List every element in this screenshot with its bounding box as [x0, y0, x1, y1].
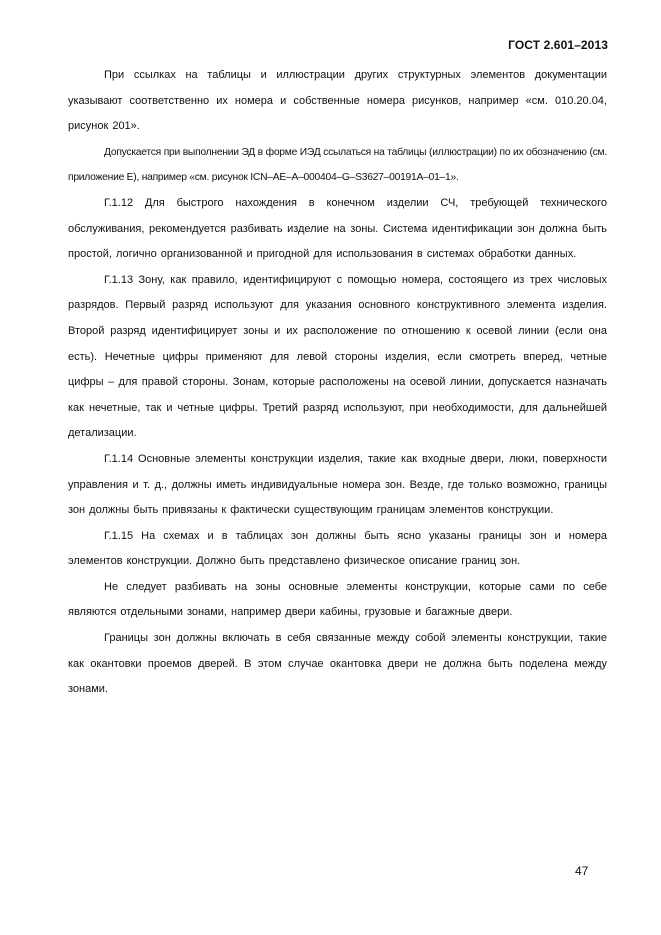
document-code: ГОСТ 2.601–2013: [508, 38, 608, 52]
paragraph-zone-boundaries: Границы зон должны включать в себя связанные между собой элементы конструкции, такие как окантовки проемов дверей. В этом случае окантовка двери не должна быть поделена между зонами.: [68, 632, 607, 696]
paragraph-zone-exclusions: Не следует разбивать на зоны основные элементы конструкции, которые сами по себе являются отдельными зонами, например двери кабины, грузовые и багажные двери.: [68, 580, 607, 619]
paragraph-g-1-12: Г.1.12 Для быстрого нахождения в конечном изделии СЧ, требующей технического обслуживания, рекомендуется разбивать изделие на зоны. Система идентификации зон должна быть простой, логично организованной и пригодной для использования в системах обработки данных.: [68, 196, 607, 261]
page-number: 47: [575, 864, 589, 878]
paragraph-ied-references: Допускается при выполнении ЭД в форме ИЭД ссылаться на таблицы (иллюстрации) по их обозначению (см. приложение Е), например «см. рисунок ICN–AE–A–000404–G–S3627–00191A–01–1».: [68, 146, 607, 184]
document-body: [68, 63, 607, 703]
paragraph-g-1-15: Г.1.15 На схемах и в таблицах зон должны быть ясно указаны границы зон и номера элементов конструкции. Должно быть представлено физическое описание границ зон.: [68, 529, 607, 568]
paragraph-g-1-14: Г.1.14 Основные элементы конструкции изделия, такие как входные двери, люки, поверхности управления и т. д., должны иметь индивидуальные номера зон. Везде, где только возможно, границы зон должны быть привязаны к фактически существующим границам элементов конструкции.: [68, 452, 607, 517]
paragraph-references: При ссылках на таблицы и иллюстрации других структурных элементов документации указывают соответственно их номера и собственные номера рисунков, например «см. 010.20.04, рисунок 201».: [68, 69, 607, 133]
paragraph-g-1-13: Г.1.13 Зону, как правило, идентифицируют с помощью номера, состоящего из трех числовых разрядов. Первый разряд используют для указания основного конструктивного элемента изделия. Второй разряд идентифицирует зоны и их расположение по отношению к осевой линии (если она есть). Нечетные цифры применяют для левой стороны изделия, если смотреть вперед, четные цифры – для правой стороны. Зонам, которые расположены на осевой линии, допускается назначать как нечетные, так и четные цифры. Третий разряд используют, при необходимости, для дальнейшей детализации.: [68, 273, 607, 440]
